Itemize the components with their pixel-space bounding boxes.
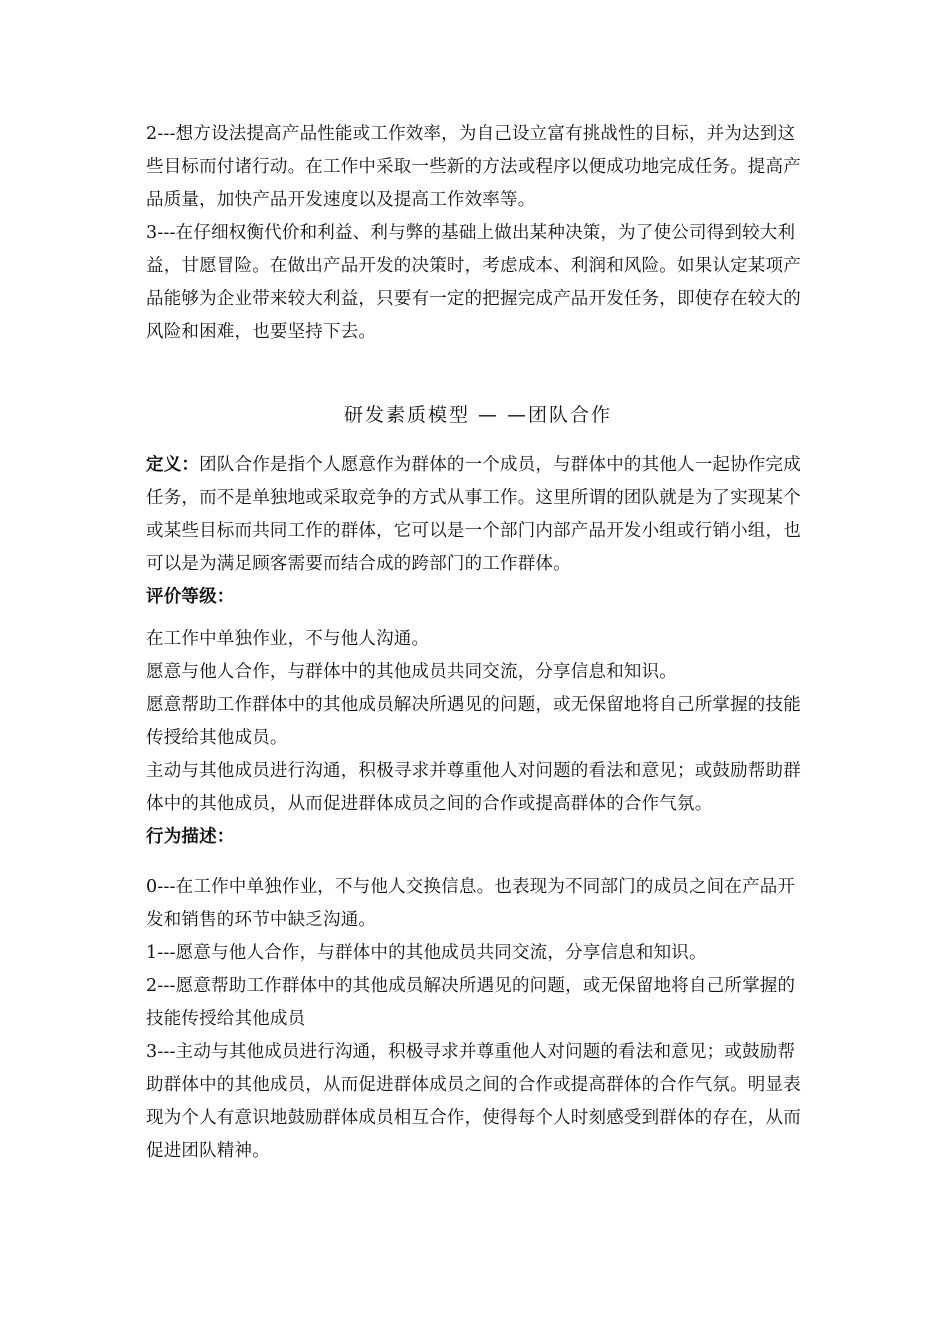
paragraph-level-3: 3---在仔细权衡代价和利益、利与弊的基础上做出某种决策，为了使公司得到较大利益，甘愿冒险。在做出产品开发的决策时，考虑成本、利润和风险。如果认定某项产品能够为企业带来较大利益，只要有一定的把握完成产品开发任务，即使存在较大的风险和困难，也要坚持下去。: [146, 223, 801, 342]
levels-list: [146, 623, 810, 854]
definition-paragraph: [146, 449, 810, 581]
behavior-heading: 行为描述：: [146, 827, 235, 847]
paragraph-level-2: 2---想方设法提高产品性能或工作效率，为自己设立富有挑战性的目标，并为达到这些目标而付诸行动。在工作中采取一些新的方法或程序以便成功地完成任务。提高产品质量，加快产品开发速度以及提高工作效率等。: [146, 124, 801, 210]
level-item: 愿意与他人合作，与群体中的其他成员共同交流，分享信息和知识。: [146, 662, 677, 682]
behavior-item: 2---愿意帮助工作群体中的其他成员解决所遇见的问题，或无保留地将自己所掌握的技能传授给其他成员: [146, 976, 796, 1029]
top-paragraphs: [146, 118, 810, 349]
definition-text: 团队合作是指个人愿意作为群体的一个成员，与群体中的其他人一起协作完成任务，而不是单独地或采取竞争的方式从事工作。这里所谓的团队就是为了实现某个或某些目标而共同工作的群体，它可以是一个部门内部产品开发小组或行销小组，也可以是为满足顾客需要而结合成的跨部门的工作群体。: [146, 455, 801, 574]
definition-block: [146, 449, 810, 614]
level-item: 主动与其他成员进行沟通，积极寻求并尊重他人对问题的看法和意见；或鼓励帮助群体中的其他成员，从而促进群体成员之间的合作或提高群体的合作气氛。: [146, 761, 801, 814]
levels-heading: 评价等级：: [146, 587, 235, 607]
behavior-item: 3---主动与其他成员进行沟通，积极寻求并尊重他人对问题的看法和意见；或鼓励帮助群体中的其他成员，从而促进群体成员之间的合作或提高群体的合作气氛。明显表现为个人有意识地鼓励群体成员相互合作，使得每个人时刻感受到群体的存在，从而促进团队精神。: [146, 1042, 801, 1161]
definition-label: 定义：: [146, 455, 200, 475]
level-item: 在工作中单独作业，不与他人沟通。: [146, 629, 430, 649]
behaviors-list: [146, 871, 810, 1168]
section-title: 研发素质模型 — —团队合作: [343, 404, 613, 426]
behavior-item: 0---在工作中单独作业，不与他人交换信息。也表现为不同部门的成员之间在产品开发和销售的环节中缺乏沟通。: [146, 877, 796, 930]
level-item: 愿意帮助工作群体中的其他成员解决所遇见的问题，或无保留地将自己所掌握的技能传授给其他成员。: [146, 695, 801, 748]
behavior-item: 1---愿意与他人合作，与群体中的其他成员共同交流，分享信息和知识。: [146, 943, 707, 963]
